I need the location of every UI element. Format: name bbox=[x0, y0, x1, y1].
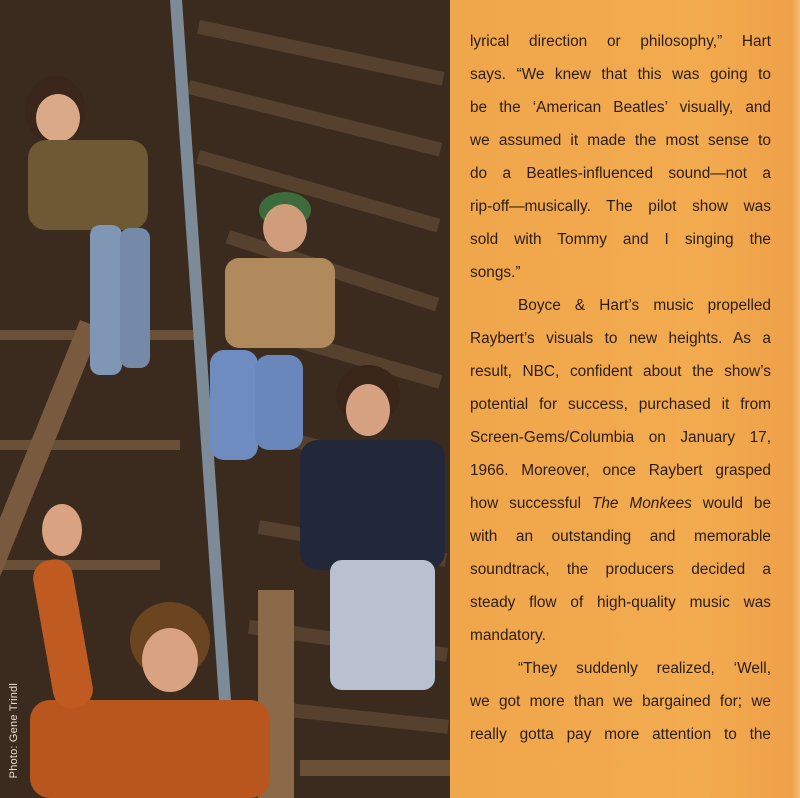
article-line: Raybert’s visuals to new heights. As a bbox=[470, 330, 771, 347]
article-line: Boyce & Hart’s music propelled bbox=[518, 297, 771, 314]
article-line: do a Beatles-influenced sound—not a bbox=[470, 165, 771, 182]
article-line: potential for success, purchased it from bbox=[470, 396, 771, 413]
show-title: The Monkees bbox=[591, 495, 692, 512]
article-line: 1966. Moreover, once Raybert grasped bbox=[470, 462, 771, 479]
article-line: soundtrack, the producers decided a bbox=[470, 561, 771, 578]
article-line: we got more than we bargained for; we bbox=[470, 693, 771, 710]
article-line: how successful The Monkees would be bbox=[470, 495, 771, 512]
article-line: “They suddenly realized, ‘Well, bbox=[518, 660, 771, 677]
article-line: really gotta pay more attention to the bbox=[470, 726, 771, 743]
article-line: mandatory. bbox=[470, 627, 546, 644]
article-line: rip-off—musically. The pilot show was bbox=[470, 198, 771, 215]
article-line: sold with Tommy and I singing the bbox=[470, 231, 771, 248]
article-line: steady flow of high-quality music was bbox=[470, 594, 771, 611]
text-panel bbox=[450, 0, 800, 798]
article-line: lyrical direction or philosophy,” Hart bbox=[470, 33, 771, 50]
article-line: result, NBC, confident about the show’s bbox=[470, 363, 771, 380]
photo-credit: Photo: Gene Trindl bbox=[8, 682, 20, 778]
article-body bbox=[470, 25, 771, 751]
article-line: we assumed it made the most sense to bbox=[470, 132, 771, 149]
article-line: Screen-Gems/Columbia on January 17, bbox=[470, 429, 771, 446]
article-line: with an outstanding and memorable bbox=[470, 528, 771, 545]
article-line: songs.” bbox=[470, 264, 521, 281]
page-edge bbox=[792, 0, 800, 798]
article-line: be the ‘American Beatles’ visually, and bbox=[470, 99, 771, 116]
article-line: says. “We knew that this was going to bbox=[470, 66, 771, 83]
